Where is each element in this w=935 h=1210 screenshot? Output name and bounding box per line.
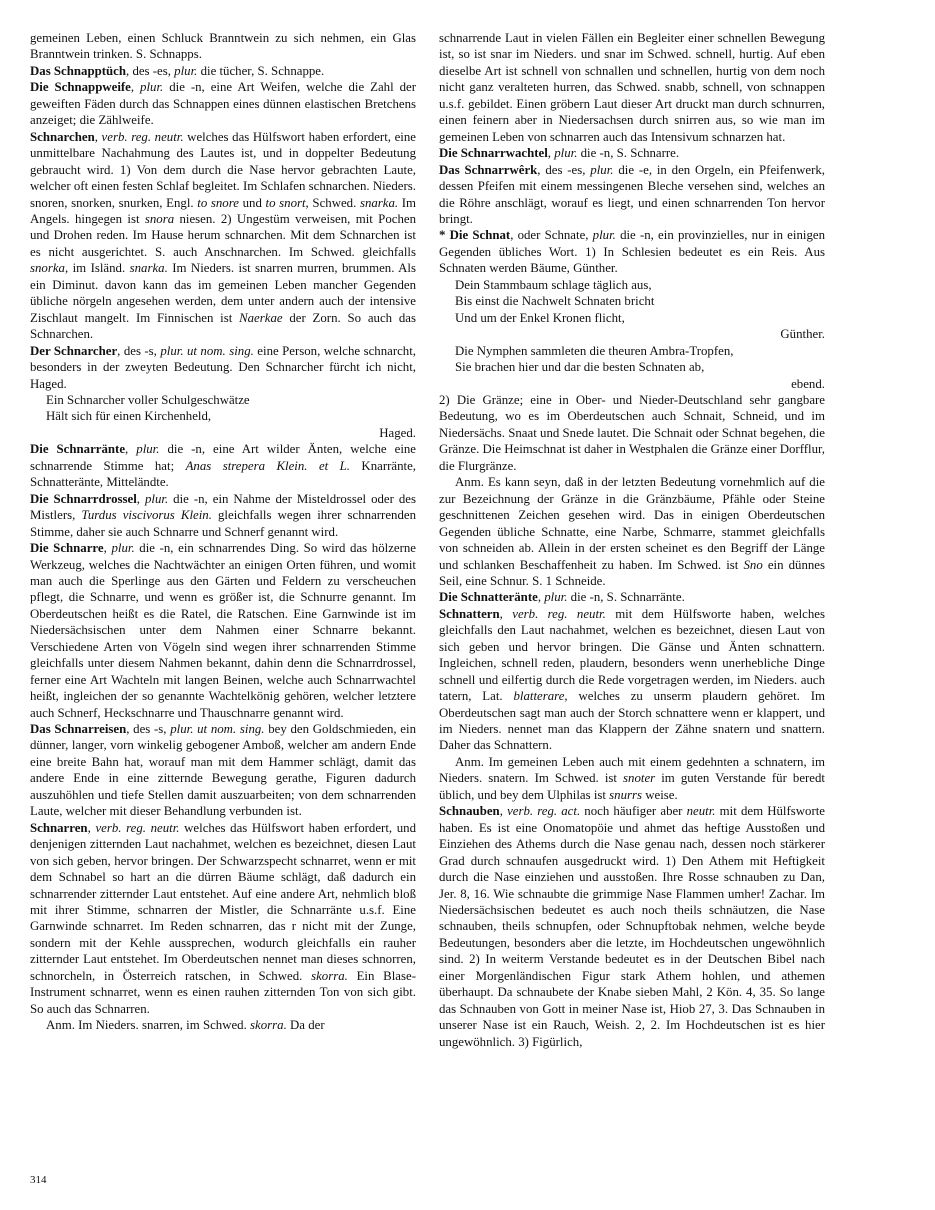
verse-line: Sie brachen hier und dar die besten Schnaten ab, <box>455 360 705 375</box>
entry-schnarchen: Schnarchen, verb. reg. neutr. welches das Hülfswort haben erfordert, eine unmittelbare Nachahmung des Lautes ist, und in doppelter Bedeutung gebraucht wird. 1) Von dem durch die Nase hervor gebrachten Laute, welcher oft einen festen Schlaf begleitet. Im Schlafen schnarchen. Nieders. snoren, snorken, snurken, Engl. to snore und to snort, Schwed. snarka. Im Angels. hingegen ist snora niesen. 2) Ungestüm verweisen, mit Pochen und Drohen reden. Im Hause herum schnarchen. Mit dem Schnarchen ist es nicht ausgerichtet. S. auch Anschnarchen. Im Schwed. gleichfalls snorka, im Isländ. snarka. Im Nieders. ist snarren murren, brummen. Als ein Diminut. davon kann das im gemeinen Leben mancher Gegenden übliche nörgeln angesehen werden, dem unter andern auch der intensive Zischlaut mangelt. Im Finnischen ist Naerkae der Zorn. So auch das Schnarchen. <box>30 129 417 342</box>
entry-schnattern: Schnattern, verb. reg. neutr. mit dem Hülfsworte haben, welches gleichfalls den Laut nachahmet, welchen es bezeichnet, diesen Laut von sich geben und hervor bringen. Die Gänse und Änten schnattern. Ingleichen, schnell reden, plaudern, besonders wenn unerhebliche Dinge schnell und eilfertig durch die Rede vorgetragen werden, im Nieders. auch tatern, Lat. blatterare, welches zu unserm plaudern gehöret. Im Oberdeutschen sagt man auch der Storch schnattere wenn er klappert, und im Nieders. nennet man das Klappern der Zähne snatern und snattern. Daher das Schnattern. <box>439 606 825 753</box>
annotation: Anm. Im gemeinen Leben auch mit einem gedehnten a schnatern, im Nieders. snatern. Im Schwed. ist snoter im guten Verstande für beredt üblich, und bey dem Ulphilas ist snurrs weise. <box>439 754 825 802</box>
headword: Schnattern <box>439 606 500 621</box>
entry-schnarcher: Der Schnarcher, des -s, plur. ut nom. sing. eine Person, welche schnarcht, besonders in der zweyten Bedeutung. Den Schnarcher fürcht ich nicht, Haged. <box>30 343 417 391</box>
headword: Die Schnatteränte <box>439 590 538 605</box>
entry-schnauben: Schnauben, verb. reg. act. noch häufiger aber neutr. mit dem Hülfsworte haben. Es ist eine Onomatopöie und ahmet das heftige Ausstoßen und Einziehen des Athems durch die Nase genau nach, dessen noch stärkerer Grad durch schnaufen ausgedruckt wird. 1) Den Athem mit Heftigkeit durch die Nase einziehen und ausstoßen. Ihre Rosse schnauben zu Dan, Jer. 8, 16. Wie schnaubte die grimmige Nase Flammen umher! Zachar. Im Niedersächsischen bedeutet es auch noch theils schnäutzen, die Nase schnauben, theils schnupfen, oder Schnupftobak nehmen, welche beyde Bedeutungen, besonders aber die letzte, im Hochdeutschen ungewöhnlich sind. 2) In weiterm Verstande bedeutet es in der Deutschen Bibel nach einer Morgenländischen Figur stark Athem hohlen, und athemen überhaupt. Da schnaubete der Knabe sieben Mahl, 2 Kön. 4, 35. So lange das Schnauben von Gott in meiner Nase ist, Hiob 27, 3. Das Schnauben in unserer Nase ist ein Rauch, Weish. 2, 2. Im Hochdeutschen ist es hier ungewöhnlich. 3) Figürlich, <box>439 804 826 1049</box>
verse-line: Ein Schnarcher voller Schulgeschwätze <box>46 392 250 407</box>
left-column <box>30 30 416 1034</box>
annotation: Anm. Im Nieders. snarren, im Schwed. skorra. Da der <box>46 1018 325 1033</box>
entry-schnat: * Die Schnat, oder Schnate, plur. die -n, ein provinzielles, nur in einigen Gegenden übliches Wort. 1) In Schlesien bedeutet es ein Reis. Aus Schnaten werden Bäume, Günther. <box>439 228 825 276</box>
right-column <box>439 30 825 1050</box>
entry-schnarren: Schnarren, verb. reg. neutr. welches das Hülfswort haben erfordert, und denjenigen zitternden Laut nachahmet, welchen es bezeichnet, diesen Laut von sich geben, hervor bringen. Der Schwarzspecht schnarret, wenn er mit dem Schnabel so hart an die dürren Bäume schlägt, daß dadurch ein schnarrender zitternder Laut entstehet. Auf eine andere Art, nehmlich bloß mit ihrer Stimme, schnarren der Mistler, die Schnarränte u.s.f. Eine Garnwinde schnarret. Im Reden schnarren, das r nicht mit der Zunge, sondern mit der Kehle aussprechen, wodurch gleichfalls ein rauher zitternder Laut entstehet. Im Oberdeutschen nennet man dieses schnorren, schnorcheln, in Österreich ratschen, in Schwed. skorra. Ein Blase-Instrument schnarret, wenn es einen rauhen zitternden Ton von sich gibt. So auch das Schnarren. <box>30 820 417 1016</box>
entry-schnarrwachtel: Die Schnarrwachtel, plur. die -n, S. Schnarre. <box>439 146 680 161</box>
verse-line: Hält sich für einen Kirchenheld, <box>46 409 212 424</box>
verse-quote <box>455 343 825 392</box>
headword: Das Schnapptüch <box>30 63 127 78</box>
verse-line: Dein Stammbaum schlage täglich aus, <box>455 277 652 292</box>
entry-schnarraente: Die Schnarränte, plur. die -n, eine Art wilder Änten, welche eine schnarrende Stimme hat; Anas strepera Klein. et L. Knarränte, Schnatteränte, Mitteländte. <box>30 442 417 490</box>
verse-line: Die Nymphen sammleten die theuren Ambra-Tropfen, <box>455 343 734 358</box>
entry-schnarre: Die Schnarre, plur. die -n, ein schnarrendes Ding. So wird das hölzerne Werkzeug, welches die Nachtwächter an einigen Orten führen, und womit man auch die Sperlinge aus den Gärten und Feldern zu verscheuchen pflegt, die Schnarre, und wenn es größer ist, die Schnurre genannt. Im Oberdeutschen heißt es die Ratel, die Ratschen. Eine Garnwinde ist im Niedersächsischen unter dem Nahmen einer Schnarre bekannt. Verschiedene Arten von Vögeln sind wegen ihrer schnarrenden Stimme gleichfalls unter diesem Nahmen bekannt, dahin denn die Schnarrdrossel, ferner eine Art Wachteln mit langen Beinen, welche auch Schnarrwachtel heißt, ingleichen der so genannte Wachtelkönig gehören, welcher letztere auch Schnerf, Heckschnarre und Thauschnarre genannt wird. <box>30 541 416 720</box>
entry-continuation: schnarrende Laut in vielen Fällen ein Begleiter einer schnellen Bewegung ist, so ist snar im Nieders. und snar im Schwed. schnell, hurtig. Auf eben dieselbe Art ist schnell von schnallen und schnellen, hurtig von dem noch nicht ganz veralteten hurren, das Schwed. snabb, schnell, von schnappen u.s.f. gebildet. Einen gröbern Laut dieser Art druckt man durch schnurren, einen feinern aber in Niedersachsen durch snirren aus, so wie man im gemeinen Leben von schnarren auch das Intensivum schnarzen hat. <box>439 31 825 144</box>
entry-schnarrwerk: Das Schnarrwêrk, des -es, plur. die -e, in den Orgeln, ein Pfeifenwerk, dessen Pfeifen mit einem messingenen Bleche versehen sind, welches an die Röhre anschlägt, worauf es liegt, und einen schnarrenden Ton hervor bringt. <box>439 162 825 226</box>
entry-schnarreisen: Das Schnarreisen, des -s, plur. ut nom. sing. bey den Goldschmieden, ein dünner, langer, vorn winkelig gebogener Amboß, welcher am andern Ende eine breite Bahn hat, worauf man mit dem Hammer schlägt, damit das andere Ende in eine zitternde Bewegung gerathe, Figuren dadurch auszuhöhlen und tiefe Stellen damit auszuarbeiten; von dem schnarrenden Laute, welcher mit dieser Behandlung verbunden ist. <box>30 722 416 819</box>
headword: Die Schnarrdrossel <box>30 491 137 506</box>
headword: Das Schnarreisen <box>30 722 127 737</box>
verse-line: Bis einst die Nachwelt Schnaten bricht <box>455 294 655 309</box>
verse-attribution: Günther. <box>780 327 825 342</box>
headword: Der Schnarcher <box>30 343 118 358</box>
headword: Die Schnarre <box>30 541 104 556</box>
entry-schnatteraente: Die Schnatteränte, plur. die -n, S. Schnarränte. <box>439 590 685 605</box>
annotation: Anm. Es kann seyn, daß in der letzten Bedeutung vornehmlich auf die zur Bezeichnung der Gränze in die Gränzbäume, Pfähle oder Steine geschnittenen Zeichen gesehen wird. Das in einigen Oberdeutschen Gegenden übliche Schnatte, eine Narbe, Schmarre, stammet gleichfalls von schneiden ab. Allein in der ersten scheinet es den Begriff der Länge und schlanken Beschaffenheit zu haben. Im Schwed. ist Sno ein dünnes Seil, eine Schnur. S. 1 Schneide. <box>439 475 826 588</box>
headword: Die Schnarrwachtel <box>439 146 548 161</box>
headword: Schnarren <box>30 820 88 835</box>
entry-continuation: gemeinen Leben, einen Schluck Branntwein zu sich nehmen, ein Glas Branntwein trinken. S. Schnapps. <box>30 31 416 62</box>
verse-line: Und um der Enkel Kronen flicht, <box>455 310 625 325</box>
verse-quote <box>46 392 416 441</box>
page-number: 314 <box>30 1174 47 1186</box>
headword: Die Schnarränte <box>30 442 126 457</box>
headword: Schnarchen <box>30 129 95 144</box>
entry-schnat-sense-2: 2) Die Gränze; eine in Ober- und Nieder-Deutschland sehr gangbare Bedeutung, wo es im Oberdeutschen auch Schnait, Schneid, und im Niedersächs. Snaat und Snede lautet. Die Schnait oder Schnat begehen, die Gränze. Die Heimschnat ist daher in Westphalen die Gränze einer Dorfflur, die Flurgränze. <box>439 392 825 473</box>
verse-attribution: Haged. <box>379 425 416 440</box>
headword: * Die Schnat <box>439 228 511 243</box>
entry-schnarrdrossel: Die Schnarrdrossel, plur. die -n, ein Nahme der Misteldrossel oder des Mistlers, Turdus viscivorus Klein. gleichfalls wegen ihrer schnarrenden Stimme, daher sie auch Schnarre und Schnerf genannt wird. <box>30 491 416 539</box>
verse-attribution: ebend. <box>791 376 825 391</box>
verse-quote <box>455 277 825 343</box>
headword: Das Schnarrwêrk <box>439 162 538 177</box>
entry-schnappweife: Die Schnappweife, plur. die -n, eine Art Weifen, welche die Zahl der geweiften Fäden durch das Schnappen eines dünnen elastischen Bretchens anzeiget; die Zählweife. <box>30 80 416 128</box>
headword: Die Schnappweife <box>30 80 131 95</box>
entry-schnapptuech: Das Schnapptüch, des -es, plur. die tücher, S. Schnappe. <box>30 63 325 78</box>
headword: Schnauben <box>439 804 500 819</box>
